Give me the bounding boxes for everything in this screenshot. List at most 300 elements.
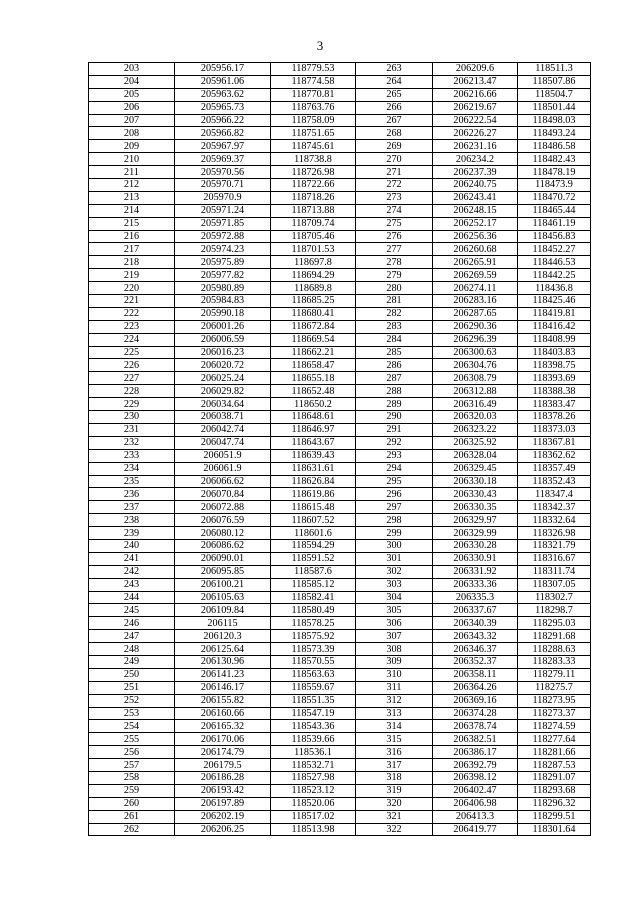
table-row <box>89 230 591 243</box>
table-row <box>89 552 591 565</box>
point-number-cell: 274 <box>356 204 433 217</box>
x-coordinate-cell: 206226.27 <box>433 127 518 140</box>
table-row <box>89 204 591 217</box>
table-row <box>89 539 591 552</box>
table-row <box>89 75 591 88</box>
point-number-cell: 281 <box>356 295 433 308</box>
x-coordinate-cell: 206025.24 <box>175 372 271 385</box>
y-coordinate-cell: 118287.53 <box>518 759 591 772</box>
x-coordinate-cell: 206141.23 <box>175 668 271 681</box>
x-coordinate-cell: 206256.36 <box>433 230 518 243</box>
y-coordinate-cell: 118536.1 <box>271 746 356 759</box>
y-coordinate-cell: 118779.53 <box>271 63 356 76</box>
x-coordinate-cell: 206308.79 <box>433 372 518 385</box>
x-coordinate-cell: 206369.16 <box>433 694 518 707</box>
y-coordinate-cell: 118517.02 <box>271 810 356 823</box>
point-number-cell: 321 <box>356 810 433 823</box>
point-number-cell: 261 <box>89 810 175 823</box>
x-coordinate-cell: 206378.74 <box>433 720 518 733</box>
point-number-cell: 247 <box>89 630 175 643</box>
x-coordinate-cell: 206343.32 <box>433 630 518 643</box>
y-coordinate-cell: 118393.69 <box>518 372 591 385</box>
x-coordinate-cell: 206333.36 <box>433 578 518 591</box>
point-number-cell: 304 <box>356 591 433 604</box>
x-coordinate-cell: 206206.25 <box>175 823 271 836</box>
point-number-cell: 298 <box>356 514 433 527</box>
table-row <box>89 333 591 346</box>
y-coordinate-cell: 118523.12 <box>271 784 356 797</box>
y-coordinate-cell: 118697.8 <box>271 256 356 269</box>
point-number-cell: 241 <box>89 552 175 565</box>
y-coordinate-cell: 118694.29 <box>271 269 356 282</box>
table-row <box>89 720 591 733</box>
x-coordinate-cell: 205970.71 <box>175 179 271 192</box>
x-coordinate-cell: 206193.42 <box>175 784 271 797</box>
x-coordinate-cell: 206216.66 <box>433 88 518 101</box>
y-coordinate-cell: 118326.98 <box>518 527 591 540</box>
table-row <box>89 191 591 204</box>
y-coordinate-cell: 118578.25 <box>271 617 356 630</box>
point-number-cell: 210 <box>89 153 175 166</box>
table-row <box>89 668 591 681</box>
point-number-cell: 246 <box>89 617 175 630</box>
point-number-cell: 216 <box>89 230 175 243</box>
x-coordinate-cell: 206219.67 <box>433 101 518 114</box>
point-number-cell: 276 <box>356 230 433 243</box>
y-coordinate-cell: 118273.37 <box>518 707 591 720</box>
table-row <box>89 256 591 269</box>
coordinates-table <box>88 62 591 836</box>
x-coordinate-cell: 206001.26 <box>175 320 271 333</box>
x-coordinate-cell: 205956.17 <box>175 63 271 76</box>
x-coordinate-cell: 206197.89 <box>175 797 271 810</box>
y-coordinate-cell: 118722.66 <box>271 179 356 192</box>
table-row <box>89 733 591 746</box>
x-coordinate-cell: 206066.62 <box>175 475 271 488</box>
y-coordinate-cell: 118482.43 <box>518 153 591 166</box>
y-coordinate-cell: 118446.53 <box>518 256 591 269</box>
point-number-cell: 271 <box>356 166 433 179</box>
x-coordinate-cell: 206146.17 <box>175 681 271 694</box>
point-number-cell: 270 <box>356 153 433 166</box>
point-number-cell: 249 <box>89 655 175 668</box>
point-number-cell: 322 <box>356 823 433 836</box>
point-number-cell: 250 <box>89 668 175 681</box>
x-coordinate-cell: 206248.15 <box>433 204 518 217</box>
point-number-cell: 283 <box>356 320 433 333</box>
x-coordinate-cell: 206090.01 <box>175 552 271 565</box>
y-coordinate-cell: 118582.41 <box>271 591 356 604</box>
y-coordinate-cell: 118615.48 <box>271 501 356 514</box>
table-row <box>89 617 591 630</box>
y-coordinate-cell: 118745.61 <box>271 140 356 153</box>
table-row <box>89 320 591 333</box>
y-coordinate-cell: 118501.44 <box>518 101 591 114</box>
point-number-cell: 257 <box>89 759 175 772</box>
y-coordinate-cell: 118669.54 <box>271 333 356 346</box>
point-number-cell: 256 <box>89 746 175 759</box>
page-number: 3 <box>316 38 324 53</box>
table-row <box>89 823 591 836</box>
x-coordinate-cell: 206320.03 <box>433 411 518 424</box>
x-coordinate-cell: 206076.59 <box>175 514 271 527</box>
point-number-cell: 211 <box>89 166 175 179</box>
table-row <box>89 372 591 385</box>
table-row <box>89 475 591 488</box>
y-coordinate-cell: 118607.52 <box>271 514 356 527</box>
y-coordinate-cell: 118470.72 <box>518 191 591 204</box>
y-coordinate-cell: 118301.64 <box>518 823 591 836</box>
y-coordinate-cell: 118646.97 <box>271 423 356 436</box>
point-number-cell: 291 <box>356 423 433 436</box>
table-row <box>89 411 591 424</box>
point-number-cell: 207 <box>89 114 175 127</box>
y-coordinate-cell: 118342.37 <box>518 501 591 514</box>
y-coordinate-cell: 118293.68 <box>518 784 591 797</box>
x-coordinate-cell: 206222.54 <box>433 114 518 127</box>
x-coordinate-cell: 206042.74 <box>175 423 271 436</box>
y-coordinate-cell: 118367.81 <box>518 436 591 449</box>
y-coordinate-cell: 118559.67 <box>271 681 356 694</box>
table-row <box>89 578 591 591</box>
table-row <box>89 179 591 192</box>
table-row <box>89 707 591 720</box>
x-coordinate-cell: 206413.3 <box>433 810 518 823</box>
point-number-cell: 245 <box>89 604 175 617</box>
x-coordinate-cell: 206130.96 <box>175 655 271 668</box>
x-coordinate-cell: 206323.22 <box>433 423 518 436</box>
x-coordinate-cell: 206398.12 <box>433 771 518 784</box>
x-coordinate-cell: 206252.17 <box>433 217 518 230</box>
x-coordinate-cell: 205965.73 <box>175 101 271 114</box>
point-number-cell: 319 <box>356 784 433 797</box>
x-coordinate-cell: 206051.9 <box>175 449 271 462</box>
point-number-cell: 296 <box>356 488 433 501</box>
y-coordinate-cell: 118357.49 <box>518 462 591 475</box>
y-coordinate-cell: 118291.68 <box>518 630 591 643</box>
point-number-cell: 266 <box>356 101 433 114</box>
x-coordinate-cell: 206269.59 <box>433 269 518 282</box>
y-coordinate-cell: 118504.7 <box>518 88 591 101</box>
x-coordinate-cell: 206243.41 <box>433 191 518 204</box>
y-coordinate-cell: 118619.86 <box>271 488 356 501</box>
y-coordinate-cell: 118279.11 <box>518 668 591 681</box>
point-number-cell: 238 <box>89 514 175 527</box>
y-coordinate-cell: 118511.3 <box>518 63 591 76</box>
point-number-cell: 258 <box>89 771 175 784</box>
x-coordinate-cell: 206329.97 <box>433 514 518 527</box>
y-coordinate-cell: 118573.39 <box>271 643 356 656</box>
x-coordinate-cell: 206100.21 <box>175 578 271 591</box>
x-coordinate-cell: 206364.26 <box>433 681 518 694</box>
x-coordinate-cell: 206020.72 <box>175 359 271 372</box>
y-coordinate-cell: 118626.84 <box>271 475 356 488</box>
table-row <box>89 643 591 656</box>
x-coordinate-cell: 206061.9 <box>175 462 271 475</box>
x-coordinate-cell: 206095.85 <box>175 565 271 578</box>
y-coordinate-cell: 118652.48 <box>271 385 356 398</box>
y-coordinate-cell: 118532.71 <box>271 759 356 772</box>
y-coordinate-cell: 118273.95 <box>518 694 591 707</box>
table-row <box>89 114 591 127</box>
point-number-cell: 307 <box>356 630 433 643</box>
x-coordinate-cell: 206296.39 <box>433 333 518 346</box>
y-coordinate-cell: 118685.25 <box>271 295 356 308</box>
point-number-cell: 251 <box>89 681 175 694</box>
y-coordinate-cell: 118643.67 <box>271 436 356 449</box>
x-coordinate-cell: 205990.18 <box>175 307 271 320</box>
point-number-cell: 208 <box>89 127 175 140</box>
point-number-cell: 284 <box>356 333 433 346</box>
point-number-cell: 289 <box>356 398 433 411</box>
y-coordinate-cell: 118655.18 <box>271 372 356 385</box>
point-number-cell: 318 <box>356 771 433 784</box>
x-coordinate-cell: 206120.3 <box>175 630 271 643</box>
table-row <box>89 269 591 282</box>
point-number-cell: 204 <box>89 75 175 88</box>
point-number-cell: 297 <box>356 501 433 514</box>
y-coordinate-cell: 118751.65 <box>271 127 356 140</box>
x-coordinate-cell: 206213.47 <box>433 75 518 88</box>
point-number-cell: 212 <box>89 179 175 192</box>
x-coordinate-cell: 206329.45 <box>433 462 518 475</box>
y-coordinate-cell: 118373.03 <box>518 423 591 436</box>
point-number-cell: 215 <box>89 217 175 230</box>
point-number-cell: 279 <box>356 269 433 282</box>
x-coordinate-cell: 206038.71 <box>175 411 271 424</box>
x-coordinate-cell: 206260.68 <box>433 243 518 256</box>
y-coordinate-cell: 118419.81 <box>518 307 591 320</box>
x-coordinate-cell: 205969.37 <box>175 153 271 166</box>
y-coordinate-cell: 118513.98 <box>271 823 356 836</box>
point-number-cell: 263 <box>356 63 433 76</box>
table-row <box>89 436 591 449</box>
y-coordinate-cell: 118585.12 <box>271 578 356 591</box>
point-number-cell: 316 <box>356 746 433 759</box>
x-coordinate-cell: 206006.59 <box>175 333 271 346</box>
point-number-cell: 273 <box>356 191 433 204</box>
x-coordinate-cell: 206070.84 <box>175 488 271 501</box>
x-coordinate-cell: 206174.79 <box>175 746 271 759</box>
y-coordinate-cell: 118639.43 <box>271 449 356 462</box>
x-coordinate-cell: 206160.66 <box>175 707 271 720</box>
x-coordinate-cell: 206029.82 <box>175 385 271 398</box>
y-coordinate-cell: 118527.98 <box>271 771 356 784</box>
point-number-cell: 308 <box>356 643 433 656</box>
y-coordinate-cell: 118701.53 <box>271 243 356 256</box>
table-row <box>89 166 591 179</box>
y-coordinate-cell: 118591.52 <box>271 552 356 565</box>
point-number-cell: 300 <box>356 539 433 552</box>
table-row <box>89 217 591 230</box>
x-coordinate-cell: 206237.39 <box>433 166 518 179</box>
point-number-cell: 225 <box>89 346 175 359</box>
y-coordinate-cell: 118718.26 <box>271 191 356 204</box>
y-coordinate-cell: 118295.03 <box>518 617 591 630</box>
y-coordinate-cell: 118520.06 <box>271 797 356 810</box>
y-coordinate-cell: 118403.83 <box>518 346 591 359</box>
x-coordinate-cell: 206170.06 <box>175 733 271 746</box>
x-coordinate-cell: 206352.37 <box>433 655 518 668</box>
table-row <box>89 759 591 772</box>
x-coordinate-cell: 206125.64 <box>175 643 271 656</box>
point-number-cell: 244 <box>89 591 175 604</box>
point-number-cell: 294 <box>356 462 433 475</box>
point-number-cell: 242 <box>89 565 175 578</box>
table-row <box>89 514 591 527</box>
x-coordinate-cell: 205963.62 <box>175 88 271 101</box>
y-coordinate-cell: 118493.24 <box>518 127 591 140</box>
y-coordinate-cell: 118763.76 <box>271 101 356 114</box>
y-coordinate-cell: 118274.59 <box>518 720 591 733</box>
y-coordinate-cell: 118473.9 <box>518 179 591 192</box>
y-coordinate-cell: 118456.83 <box>518 230 591 243</box>
x-coordinate-cell: 206331.92 <box>433 565 518 578</box>
x-coordinate-cell: 205984.83 <box>175 295 271 308</box>
point-number-cell: 259 <box>89 784 175 797</box>
x-coordinate-cell: 205972.88 <box>175 230 271 243</box>
point-number-cell: 224 <box>89 333 175 346</box>
x-coordinate-cell: 205966.82 <box>175 127 271 140</box>
point-number-cell: 240 <box>89 539 175 552</box>
table-row <box>89 127 591 140</box>
y-coordinate-cell: 118486.58 <box>518 140 591 153</box>
y-coordinate-cell: 118283.33 <box>518 655 591 668</box>
y-coordinate-cell: 118662.21 <box>271 346 356 359</box>
x-coordinate-cell: 206330.18 <box>433 475 518 488</box>
point-number-cell: 220 <box>89 282 175 295</box>
x-coordinate-cell: 206374.28 <box>433 707 518 720</box>
point-number-cell: 288 <box>356 385 433 398</box>
table-row <box>89 488 591 501</box>
table-row <box>89 153 591 166</box>
x-coordinate-cell: 206300.63 <box>433 346 518 359</box>
point-number-cell: 223 <box>89 320 175 333</box>
y-coordinate-cell: 118713.88 <box>271 204 356 217</box>
point-number-cell: 299 <box>356 527 433 540</box>
y-coordinate-cell: 118302.7 <box>518 591 591 604</box>
x-coordinate-cell: 206080.12 <box>175 527 271 540</box>
y-coordinate-cell: 118705.46 <box>271 230 356 243</box>
point-number-cell: 313 <box>356 707 433 720</box>
y-coordinate-cell: 118672.84 <box>271 320 356 333</box>
y-coordinate-cell: 118770.81 <box>271 88 356 101</box>
x-coordinate-cell: 206328.04 <box>433 449 518 462</box>
point-number-cell: 227 <box>89 372 175 385</box>
x-coordinate-cell: 206274.11 <box>433 282 518 295</box>
x-coordinate-cell: 206265.91 <box>433 256 518 269</box>
x-coordinate-cell: 206304.76 <box>433 359 518 372</box>
point-number-cell: 218 <box>89 256 175 269</box>
y-coordinate-cell: 118551.35 <box>271 694 356 707</box>
point-number-cell: 221 <box>89 295 175 308</box>
y-coordinate-cell: 118296.32 <box>518 797 591 810</box>
x-coordinate-cell: 206406.98 <box>433 797 518 810</box>
point-number-cell: 233 <box>89 449 175 462</box>
x-coordinate-cell: 206287.65 <box>433 307 518 320</box>
x-coordinate-cell: 206329.99 <box>433 527 518 540</box>
x-coordinate-cell: 206392.79 <box>433 759 518 772</box>
y-coordinate-cell: 118738.8 <box>271 153 356 166</box>
table-row <box>89 591 591 604</box>
y-coordinate-cell: 118601.6 <box>271 527 356 540</box>
y-coordinate-cell: 118689.8 <box>271 282 356 295</box>
y-coordinate-cell: 118378.26 <box>518 411 591 424</box>
y-coordinate-cell: 118543.36 <box>271 720 356 733</box>
x-coordinate-cell: 206382.51 <box>433 733 518 746</box>
point-number-cell: 234 <box>89 462 175 475</box>
point-number-cell: 314 <box>356 720 433 733</box>
y-coordinate-cell: 118580.49 <box>271 604 356 617</box>
x-coordinate-cell: 206358.11 <box>433 668 518 681</box>
point-number-cell: 315 <box>356 733 433 746</box>
y-coordinate-cell: 118425.46 <box>518 295 591 308</box>
point-number-cell: 206 <box>89 101 175 114</box>
point-number-cell: 254 <box>89 720 175 733</box>
table-row <box>89 385 591 398</box>
x-coordinate-cell: 205980.89 <box>175 282 271 295</box>
y-coordinate-cell: 118680.41 <box>271 307 356 320</box>
x-coordinate-cell: 206155.82 <box>175 694 271 707</box>
x-coordinate-cell: 206231.16 <box>433 140 518 153</box>
point-number-cell: 275 <box>356 217 433 230</box>
table-row <box>89 282 591 295</box>
point-number-cell: 285 <box>356 346 433 359</box>
point-number-cell: 236 <box>89 488 175 501</box>
y-coordinate-cell: 118498.03 <box>518 114 591 127</box>
x-coordinate-cell: 205975.89 <box>175 256 271 269</box>
y-coordinate-cell: 118321.79 <box>518 539 591 552</box>
x-coordinate-cell: 206346.37 <box>433 643 518 656</box>
x-coordinate-cell: 205971.85 <box>175 217 271 230</box>
point-number-cell: 214 <box>89 204 175 217</box>
x-coordinate-cell: 206115 <box>175 617 271 630</box>
point-number-cell: 217 <box>89 243 175 256</box>
x-coordinate-cell: 206330.43 <box>433 488 518 501</box>
point-number-cell: 203 <box>89 63 175 76</box>
x-coordinate-cell: 206105.63 <box>175 591 271 604</box>
point-number-cell: 235 <box>89 475 175 488</box>
x-coordinate-cell: 206330.35 <box>433 501 518 514</box>
table-row <box>89 501 591 514</box>
table-row <box>89 565 591 578</box>
y-coordinate-cell: 118478.19 <box>518 166 591 179</box>
y-coordinate-cell: 118594.29 <box>271 539 356 552</box>
point-number-cell: 301 <box>356 552 433 565</box>
point-number-cell: 226 <box>89 359 175 372</box>
y-coordinate-cell: 118298.7 <box>518 604 591 617</box>
x-coordinate-cell: 206330.28 <box>433 539 518 552</box>
table-row <box>89 784 591 797</box>
point-number-cell: 293 <box>356 449 433 462</box>
y-coordinate-cell: 118547.19 <box>271 707 356 720</box>
x-coordinate-cell: 206337.67 <box>433 604 518 617</box>
x-coordinate-cell: 205971.24 <box>175 204 271 217</box>
point-number-cell: 306 <box>356 617 433 630</box>
y-coordinate-cell: 118774.58 <box>271 75 356 88</box>
point-number-cell: 282 <box>356 307 433 320</box>
x-coordinate-cell: 206402.47 <box>433 784 518 797</box>
x-coordinate-cell: 206325.92 <box>433 436 518 449</box>
x-coordinate-cell: 206072.88 <box>175 501 271 514</box>
x-coordinate-cell: 206316.49 <box>433 398 518 411</box>
point-number-cell: 292 <box>356 436 433 449</box>
y-coordinate-cell: 118758.09 <box>271 114 356 127</box>
x-coordinate-cell: 205974.23 <box>175 243 271 256</box>
table-row <box>89 746 591 759</box>
x-coordinate-cell: 205966.22 <box>175 114 271 127</box>
point-number-cell: 320 <box>356 797 433 810</box>
